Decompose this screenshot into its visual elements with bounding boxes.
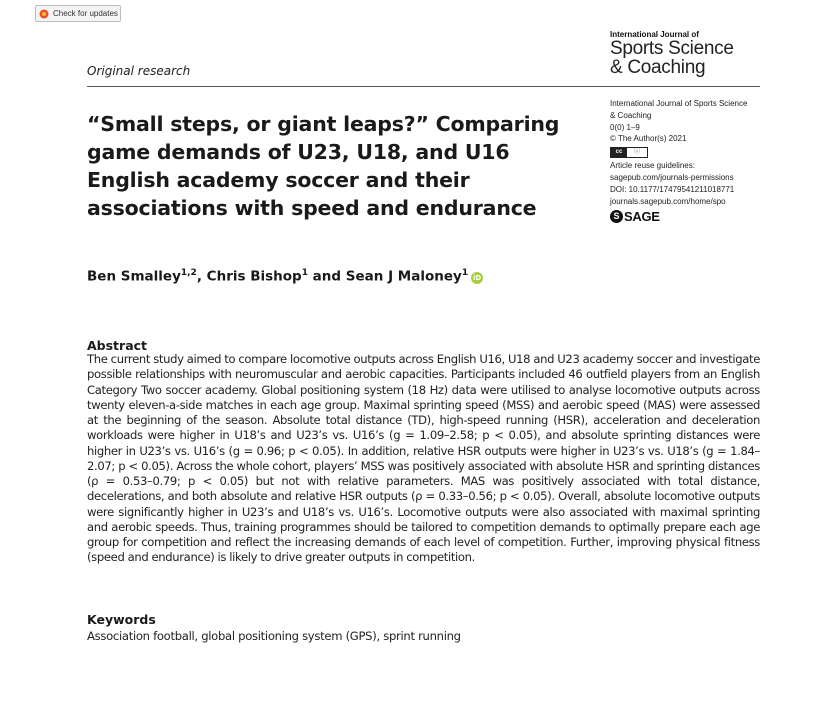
permissions-link[interactable]: sagepub.com/journals-permissions — [610, 172, 734, 182]
publisher-name: SAGE — [624, 208, 660, 224]
header-divider — [87, 86, 760, 87]
orcid-icon[interactable]: iD — [472, 273, 482, 282]
keywords-body: Association football, global positioning system (GPS), sprint running — [87, 629, 461, 643]
check-updates-label: Check for updates — [53, 9, 118, 18]
author-name: Ben Smalley — [87, 268, 181, 285]
journal-logo-top-line: International Journal of — [610, 30, 699, 39]
check-for-updates-button[interactable] — [35, 5, 121, 22]
author-name: Sean J Maloney — [345, 268, 462, 285]
journal-logo-line1: Sports Science — [610, 38, 734, 59]
journal-home-link[interactable]: journals.sagepub.com/home/spo — [610, 196, 726, 206]
journal-logo — [610, 30, 810, 77]
sage-mark-icon: S — [610, 210, 623, 223]
keywords-heading: Keywords — [87, 612, 156, 627]
author-separator: and — [307, 268, 346, 285]
reuse-label: Article reuse guidelines: — [610, 161, 695, 171]
doi[interactable]: DOI: 10.1177/17479541211018771 — [610, 184, 735, 194]
affiliation-marker: 1 — [461, 268, 469, 278]
sage-logo — [610, 210, 810, 223]
volume-pages: 0(0) 1–9 — [610, 122, 640, 132]
journal-logo-line2: & Coaching — [610, 57, 706, 78]
author-name: Chris Bishop — [206, 268, 302, 285]
cc-by-license-icon[interactable]: cc ⓘ — [610, 147, 648, 158]
section-label: Original research — [87, 64, 191, 78]
article-metadata — [610, 98, 810, 223]
abstract-heading: Abstract — [87, 338, 148, 353]
affiliation-marker: 1 — [301, 268, 308, 278]
abstract-body: The current study aimed to compare locomotive outputs across English U16, U18 and U23 academy soccer and investigate possible relationships with neuromuscular and aerobic capacities. Participants included 46 outfield players from an English Category Two soccer academy. Global positioning system (18 Hz) data were utilised to analyse locomotive outputs across twenty eleven-a-side matches in each age group. Maximal sprinting speed (MSS) and aerobic speed (MAS) were assessed at the beginning of the season. Absolute total distance (TD), high-speed running (HSR), acceleration and deceleration workloads were higher in U18’s and U23’s vs. U16’s (g = 1.09–2.58; p < 0.05), and absolute sprinting distances were higher in U23’s vs. U16’s (g = 0.96; p < 0.05). In addition, relative HSR outputs were higher in U23’s vs. U18’s (g = 1.84–2.07; p < 0.05). Across the whole cohort, players’ MSS was positively associated with absolute HSR and sprinting distances (ρ = 0.53–0.79; p < 0.05) but not with relative parameters. MAS was positively associated with total distance, decelerations, and both absolute and relative HSR outputs (ρ = 0.33–0.56; p < 0.05). Overall, absolute locomotive outputs were significantly higher in U23’s and U18’s vs. U16’s. Locomotive outputs were also associated with maximal sprinting and aerobic speeds. Thus, training programmes should be tailored to competition demands to optimally prepare each age group for competition and reflect the increasing demands of each level of competition. Further, improving physical fitness (speed and endurance) is likely to drive greater outputs in competition. — [87, 352, 760, 565]
author-separator: , — [196, 268, 207, 285]
journal-name-line2: & Coaching — [610, 110, 652, 120]
article-title: “Small steps, or giant leaps?” Comparing game demands of U23, U18, and U16 English academy soccer and their associations with speed and endurance — [87, 112, 560, 220]
copyright: © The Author(s) 2021 — [610, 134, 687, 144]
affiliation-marker: 1,2 — [180, 268, 197, 278]
journal-name-line1: International Journal of Sports Science — [610, 99, 748, 108]
check-updates-icon — [39, 9, 49, 19]
author-list — [87, 268, 483, 285]
